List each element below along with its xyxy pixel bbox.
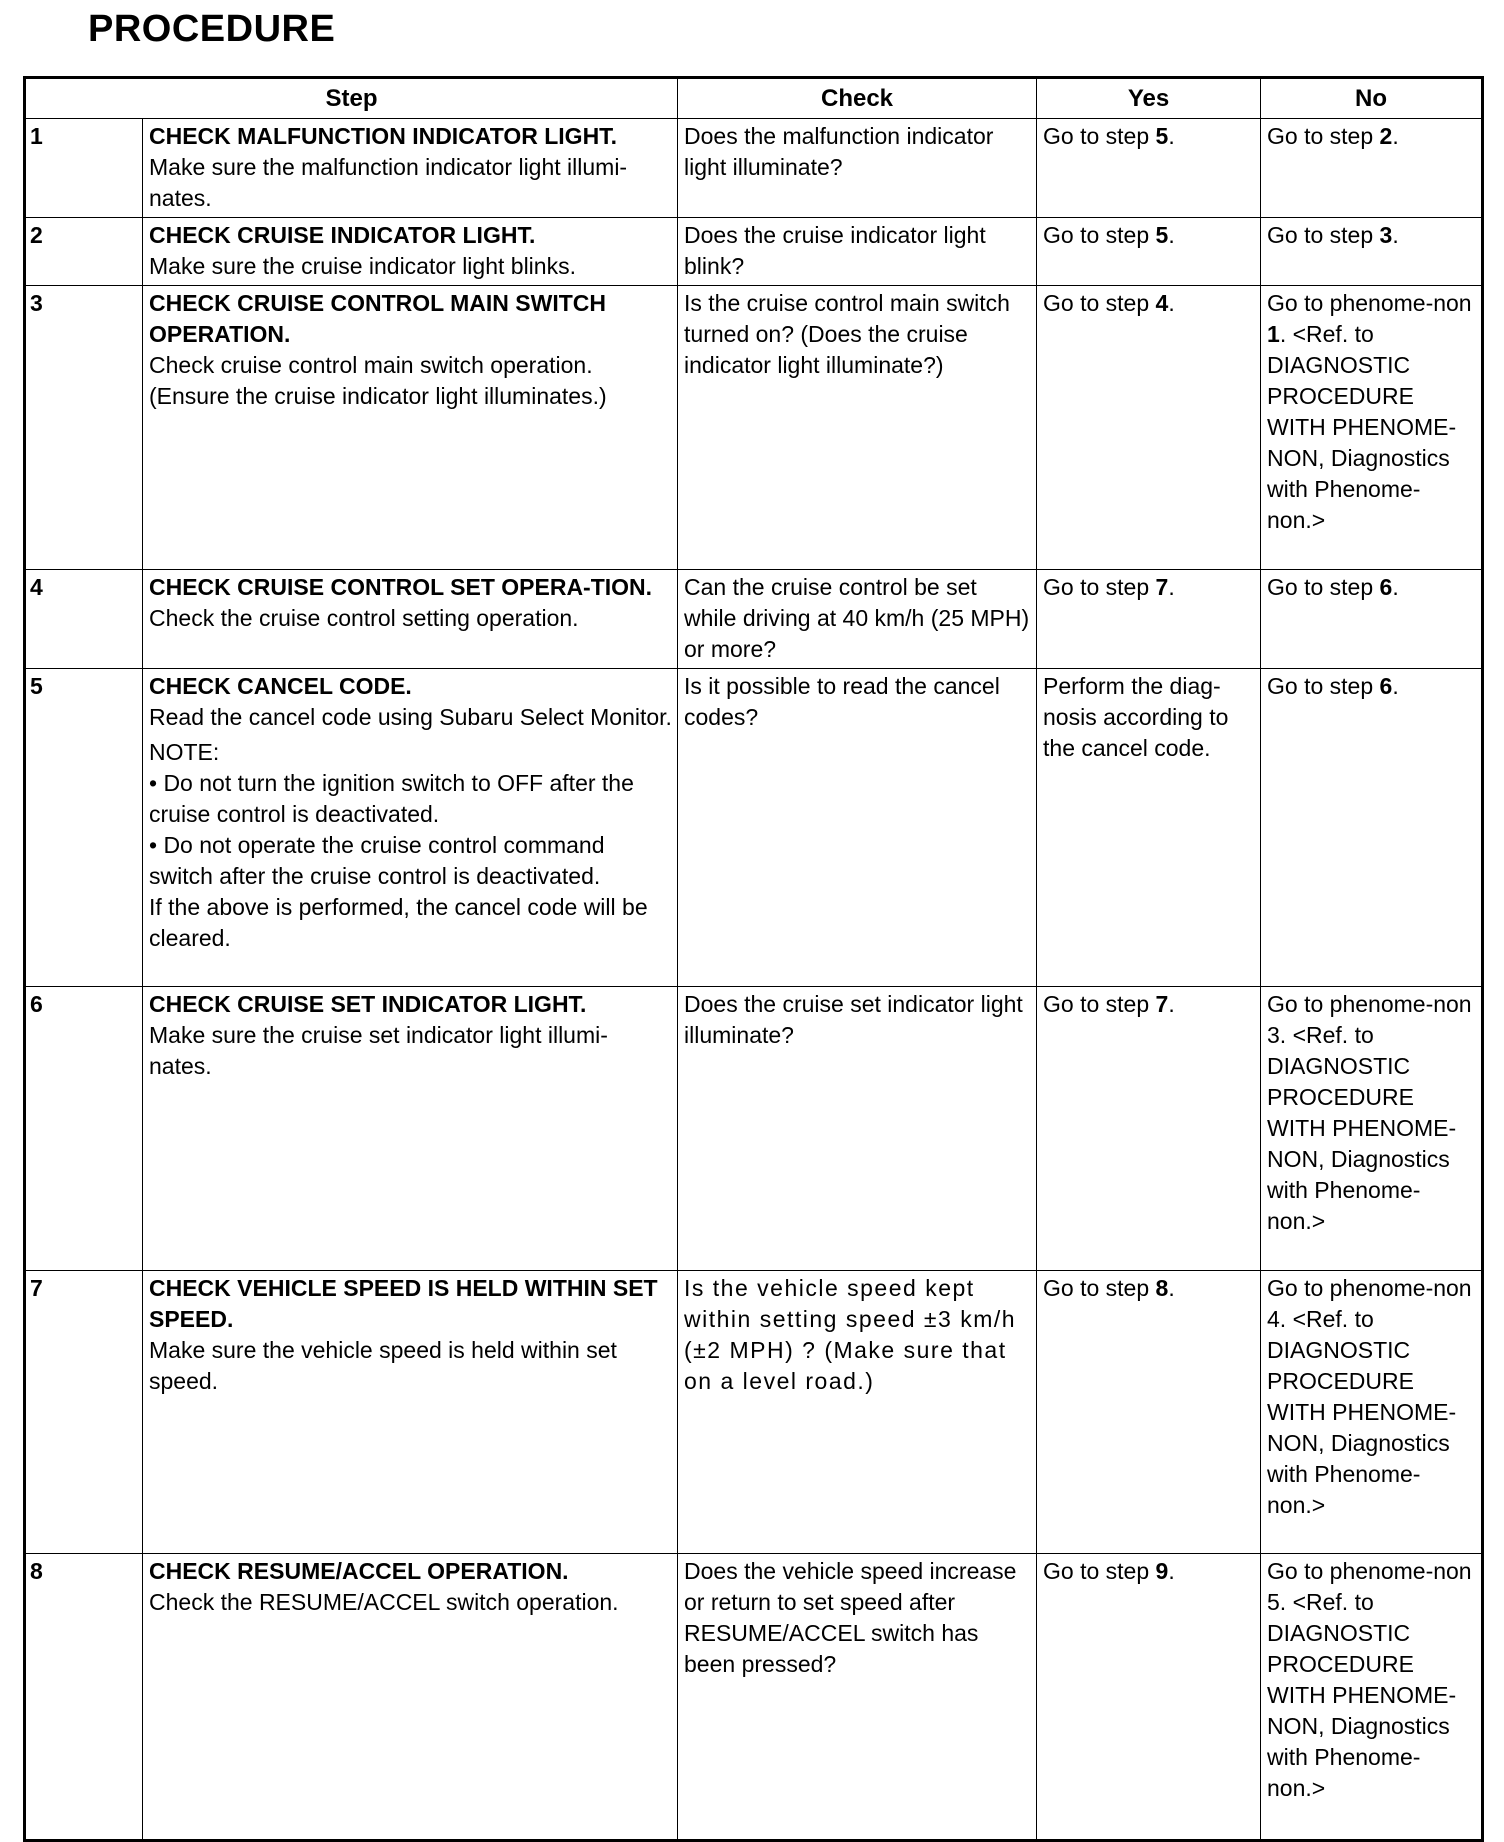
step-cell xyxy=(143,286,678,570)
no-cell: Go to step 2. xyxy=(1261,119,1483,218)
step-number: 4 xyxy=(25,570,143,669)
table-header-row xyxy=(25,78,1483,119)
step-number: 6 xyxy=(25,987,143,1271)
step-title: CHECK VEHICLE SPEED IS HELD WITHIN SET SPEED. xyxy=(149,1275,658,1332)
step-cell xyxy=(143,119,678,218)
yes-cell: Go to step 9. xyxy=(1037,1554,1261,1841)
table-row xyxy=(25,286,1483,570)
header-step: Step xyxy=(25,78,678,119)
check-cell: Does the malfunction indicator light illuminate? xyxy=(678,119,1037,218)
step-title: CHECK MALFUNCTION INDICATOR LIGHT. xyxy=(149,123,618,149)
step-body: Check the RESUME/ACCEL switch operation. xyxy=(149,1589,619,1615)
yes-cell: Go to step 5. xyxy=(1037,218,1261,286)
check-cell: Is the cruise control main switch turned on? (Does the cruise indicator light illuminate?) xyxy=(678,286,1037,570)
note-bullet: • Do not turn the ignition switch to OFF after the cruise control is deactivated. xyxy=(149,770,634,827)
yes-cell: Go to step 7. xyxy=(1037,570,1261,669)
header-no: No xyxy=(1261,78,1483,119)
step-body: Check the cruise control setting operation. xyxy=(149,605,579,631)
step-title: CHECK CANCEL CODE. xyxy=(149,673,412,699)
step-cell xyxy=(143,218,678,286)
no-cell: Go to step 6. xyxy=(1261,669,1483,987)
step-cell xyxy=(143,669,678,987)
yes-cell: Go to step 5. xyxy=(1037,119,1261,218)
step-cell xyxy=(143,987,678,1271)
no-cell: Go to phenome-non 5. <Ref. to DIAGNOSTIC PROCEDURE WITH PHENOME-NON, Diagnostics with Phenome-non.> xyxy=(1261,1554,1483,1841)
table-row xyxy=(25,119,1483,218)
note-after: If the above is performed, the cancel code will be cleared. xyxy=(149,894,648,951)
step-number: 3 xyxy=(25,286,143,570)
step-title: CHECK CRUISE INDICATOR LIGHT. xyxy=(149,222,536,248)
table-row xyxy=(25,218,1483,286)
step-title: CHECK CRUISE CONTROL MAIN SWITCH OPERATION. xyxy=(149,290,607,347)
table-row xyxy=(25,570,1483,669)
note-label: NOTE: xyxy=(149,739,220,765)
step-number: 8 xyxy=(25,1554,143,1841)
step-cell xyxy=(143,1554,678,1841)
table-row xyxy=(25,1271,1483,1554)
check-cell: Does the cruise indicator light blink? xyxy=(678,218,1037,286)
header-yes: Yes xyxy=(1037,78,1261,119)
step-title: CHECK RESUME/ACCEL OPERATION. xyxy=(149,1558,569,1584)
no-cell: Go to phenome-non 4. <Ref. to DIAGNOSTIC PROCEDURE WITH PHENOME-NON, Diagnostics with Phenome-non.> xyxy=(1261,1271,1483,1554)
table-row xyxy=(25,1554,1483,1841)
header-check: Check xyxy=(678,78,1037,119)
check-cell: Can the cruise control be set while driving at 40 km/h (25 MPH) or more? xyxy=(678,570,1037,669)
no-cell: Go to step 6. xyxy=(1261,570,1483,669)
step-body: Make sure the vehicle speed is held within set speed. xyxy=(149,1337,617,1394)
check-cell: Is the vehicle speed kept within setting speed ±3 km/h (±2 MPH) ? (Make sure that on a level road.) xyxy=(678,1271,1037,1554)
step-body: Read the cancel code using Subaru Select Monitor. xyxy=(149,704,672,730)
step-title: CHECK CRUISE SET INDICATOR LIGHT. xyxy=(149,991,587,1017)
procedure-table xyxy=(23,76,1484,1842)
yes-cell: Go to step 8. xyxy=(1037,1271,1261,1554)
step-cell xyxy=(143,570,678,669)
step-number: 1 xyxy=(25,119,143,218)
step-cell xyxy=(143,1271,678,1554)
step-number: 5 xyxy=(25,669,143,987)
step-body: Make sure the malfunction indicator light illumi- nates. xyxy=(149,154,628,211)
note-bullet: • Do not operate the cruise control command switch after the cruise control is deactivated. xyxy=(149,832,605,889)
check-cell: Does the vehicle speed increase or return to set speed after RESUME/ACCEL switch has been pressed? xyxy=(678,1554,1037,1841)
step-number: 2 xyxy=(25,218,143,286)
no-cell: Go to phenome-non 1. <Ref. to DIAGNOSTIC PROCEDURE WITH PHENOME-NON, Diagnostics with Phenome-non.> xyxy=(1261,286,1483,570)
step-body: Check cruise control main switch operation. (Ensure the cruise indicator light illuminates.) xyxy=(149,352,607,409)
yes-cell: Go to step 7. xyxy=(1037,987,1261,1271)
table-row xyxy=(25,987,1483,1271)
step-title: CHECK CRUISE CONTROL SET OPERA-TION. xyxy=(149,574,653,600)
table-row xyxy=(25,669,1483,987)
yes-cell: Go to step 4. xyxy=(1037,286,1261,570)
page-title: PROCEDURE xyxy=(88,8,336,50)
step-body: Make sure the cruise set indicator light illumi- nates. xyxy=(149,1022,608,1079)
no-cell: Go to phenome-non 3. <Ref. to DIAGNOSTIC PROCEDURE WITH PHENOME-NON, Diagnostics with Phenome-non.> xyxy=(1261,987,1483,1271)
step-body: Make sure the cruise indicator light blinks. xyxy=(149,253,576,279)
step-number: 7 xyxy=(25,1271,143,1554)
check-cell: Is it possible to read the cancel codes? xyxy=(678,669,1037,987)
check-cell: Does the cruise set indicator light illuminate? xyxy=(678,987,1037,1271)
no-cell: Go to step 3. xyxy=(1261,218,1483,286)
yes-cell: Perform the diag-nosis according to the cancel code. xyxy=(1037,669,1261,987)
